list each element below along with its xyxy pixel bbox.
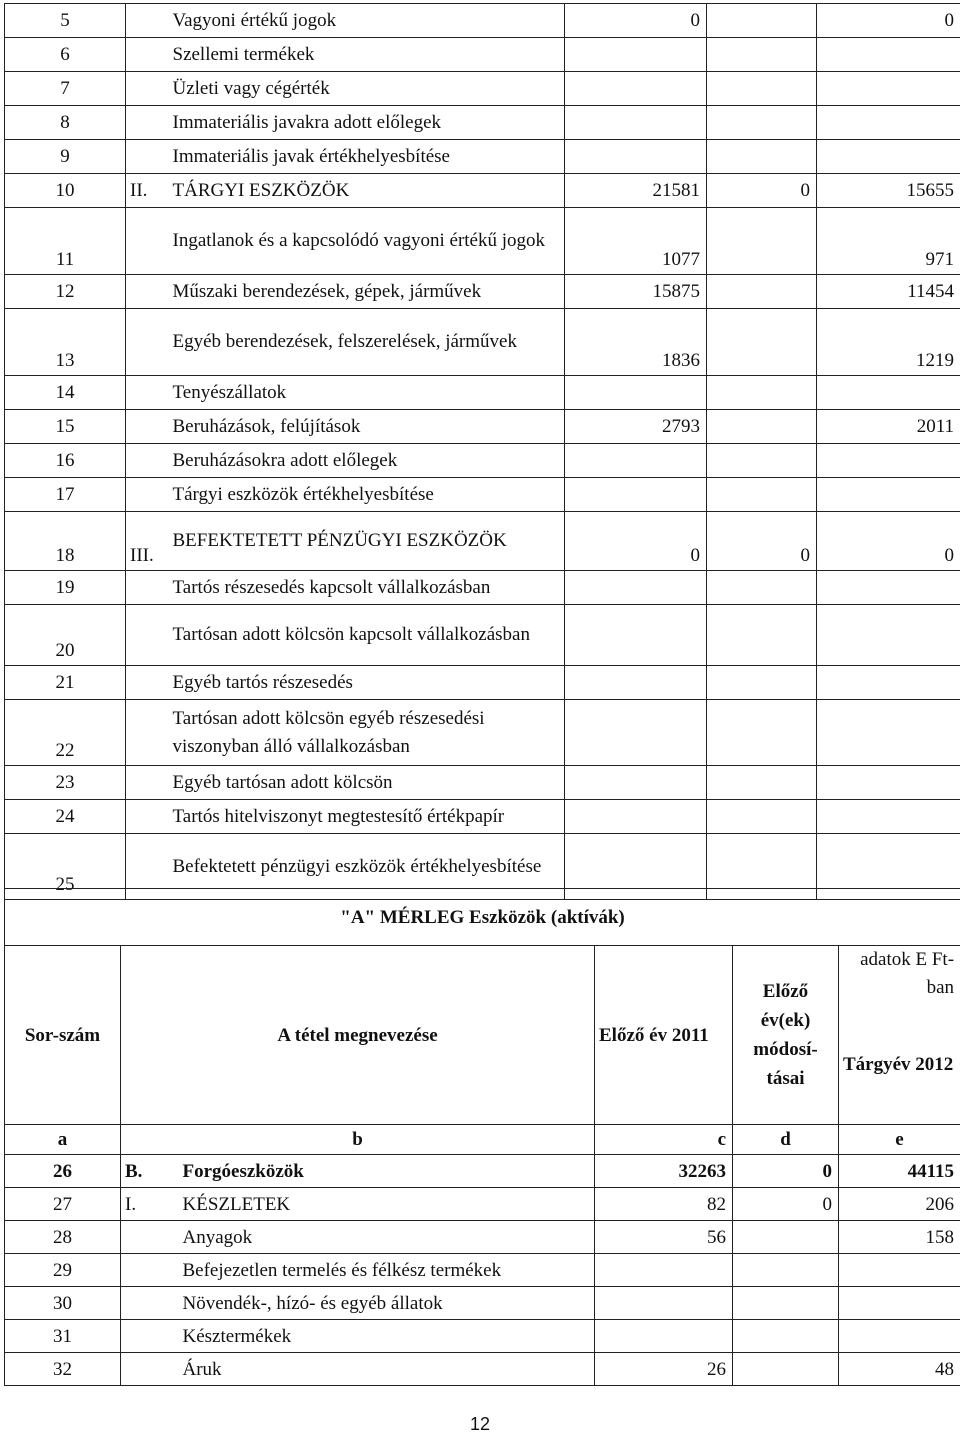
table-row bbox=[5, 376, 960, 410]
roman-numeral bbox=[121, 1254, 179, 1287]
roman-numeral bbox=[126, 376, 169, 410]
row-number: 32 bbox=[5, 1353, 121, 1386]
value-modifications: 0 bbox=[733, 1188, 839, 1221]
value-previous-year bbox=[565, 571, 707, 605]
roman-numeral: B. bbox=[121, 1155, 179, 1188]
value-previous-year bbox=[565, 376, 707, 410]
roman-numeral: III. bbox=[126, 512, 169, 571]
header-tetel: A tétel megnevezése bbox=[121, 946, 595, 1125]
letter-d: d bbox=[733, 1125, 839, 1155]
value-previous-year bbox=[565, 478, 707, 512]
item-name: Tárgyi eszközök értékhelyesbítése bbox=[169, 478, 565, 512]
roman-numeral bbox=[126, 800, 169, 834]
item-name: Tartós részesedés kapcsolt vállalkozásban bbox=[169, 571, 565, 605]
value-previous-year bbox=[595, 1254, 733, 1287]
item-name: Egyéb berendezések, felszerelések, járművek bbox=[169, 309, 565, 376]
table-row bbox=[5, 444, 960, 478]
row-number: 5 bbox=[5, 4, 126, 38]
value-modifications bbox=[707, 571, 817, 605]
item-name: Tartós hitelviszonyt megtestesítő értékpapír bbox=[169, 800, 565, 834]
item-name: Befejezetlen termelés és félkész termékek bbox=[179, 1254, 595, 1287]
value-previous-year: 2793 bbox=[565, 410, 707, 444]
value-previous-year: 21581 bbox=[565, 174, 707, 208]
value-modifications bbox=[733, 1320, 839, 1353]
value-current-year bbox=[817, 140, 960, 174]
letter-e: e bbox=[839, 1125, 960, 1155]
item-name: Késztermékek bbox=[179, 1320, 595, 1353]
row-number: 22 bbox=[5, 700, 126, 766]
value-modifications bbox=[707, 766, 817, 800]
roman-numeral bbox=[126, 72, 169, 106]
table-row bbox=[5, 1320, 960, 1353]
value-modifications: 0 bbox=[707, 512, 817, 571]
value-current-year bbox=[817, 444, 960, 478]
value-previous-year bbox=[565, 38, 707, 72]
value-previous-year: 32263 bbox=[595, 1155, 733, 1188]
row-number: 30 bbox=[5, 1287, 121, 1320]
roman-numeral bbox=[126, 666, 169, 700]
row-number: 10 bbox=[5, 174, 126, 208]
value-current-year bbox=[817, 666, 960, 700]
roman-numeral: I. bbox=[121, 1188, 179, 1221]
value-modifications: 0 bbox=[733, 1155, 839, 1188]
row-number: 11 bbox=[5, 208, 126, 275]
value-modifications bbox=[707, 72, 817, 106]
letter-a: a bbox=[5, 1125, 121, 1155]
item-name: Tenyészállatok bbox=[169, 376, 565, 410]
value-current-year: 1219 bbox=[817, 309, 960, 376]
value-previous-year bbox=[565, 106, 707, 140]
item-name: KÉSZLETEK bbox=[179, 1188, 595, 1221]
value-previous-year bbox=[565, 766, 707, 800]
row-number: 18 bbox=[5, 512, 126, 571]
item-name: Befektetett pénzügyi eszközök értékhelyesbítése bbox=[169, 834, 565, 900]
row-number: 12 bbox=[5, 275, 126, 309]
roman-numeral bbox=[126, 571, 169, 605]
value-current-year bbox=[817, 478, 960, 512]
value-current-year: 971 bbox=[817, 208, 960, 275]
roman-numeral bbox=[126, 38, 169, 72]
table-row bbox=[5, 478, 960, 512]
value-current-year bbox=[817, 800, 960, 834]
table-row bbox=[5, 1254, 960, 1287]
header-modositasai: Előző év(ek) módosí-tásai bbox=[733, 946, 839, 1125]
letter-c: c bbox=[595, 1125, 733, 1155]
table-row bbox=[5, 275, 960, 309]
item-name: Ingatlanok és a kapcsolódó vagyoni értékű jogok bbox=[169, 208, 565, 275]
roman-numeral bbox=[121, 1287, 179, 1320]
table-row bbox=[5, 1221, 960, 1254]
table-row bbox=[5, 174, 960, 208]
row-number: 17 bbox=[5, 478, 126, 512]
item-name: Beruházásokra adott előlegek bbox=[169, 444, 565, 478]
value-current-year bbox=[839, 1287, 960, 1320]
value-current-year: 11454 bbox=[817, 275, 960, 309]
roman-numeral bbox=[126, 410, 169, 444]
item-name: Szellemi termékek bbox=[169, 38, 565, 72]
roman-numeral bbox=[126, 700, 169, 766]
row-number: 7 bbox=[5, 72, 126, 106]
value-previous-year bbox=[565, 444, 707, 478]
value-previous-year bbox=[565, 700, 707, 766]
value-modifications bbox=[707, 140, 817, 174]
item-name: BEFEKTETETT PÉNZÜGYI ESZKÖZÖK bbox=[169, 512, 565, 571]
table-row bbox=[5, 605, 960, 666]
roman-numeral bbox=[126, 309, 169, 376]
value-modifications bbox=[733, 1254, 839, 1287]
row-number: 23 bbox=[5, 766, 126, 800]
roman-numeral bbox=[126, 106, 169, 140]
row-number: 15 bbox=[5, 410, 126, 444]
row-number: 24 bbox=[5, 800, 126, 834]
value-current-year: 15655 bbox=[817, 174, 960, 208]
row-number: 6 bbox=[5, 38, 126, 72]
table-row bbox=[5, 1188, 960, 1221]
item-name: Egyéb tartósan adott kölcsön bbox=[169, 766, 565, 800]
value-previous-year: 0 bbox=[565, 512, 707, 571]
row-number: 9 bbox=[5, 140, 126, 174]
table-row bbox=[5, 766, 960, 800]
value-previous-year bbox=[565, 140, 707, 174]
value-modifications bbox=[707, 106, 817, 140]
roman-numeral bbox=[126, 444, 169, 478]
value-previous-year: 1836 bbox=[565, 309, 707, 376]
table-row bbox=[5, 666, 960, 700]
roman-numeral bbox=[126, 478, 169, 512]
value-modifications bbox=[707, 376, 817, 410]
value-current-year: 0 bbox=[817, 512, 960, 571]
row-number: 21 bbox=[5, 666, 126, 700]
value-current-year: 2011 bbox=[817, 410, 960, 444]
value-previous-year bbox=[595, 1320, 733, 1353]
value-current-year bbox=[817, 376, 960, 410]
item-name: Egyéb tartós részesedés bbox=[169, 666, 565, 700]
row-number: 13 bbox=[5, 309, 126, 376]
table-row bbox=[5, 106, 960, 140]
row-number: 19 bbox=[5, 571, 126, 605]
table-row bbox=[5, 38, 960, 72]
roman-numeral bbox=[121, 1353, 179, 1386]
row-number: 26 bbox=[5, 1155, 121, 1188]
value-current-year bbox=[817, 106, 960, 140]
value-modifications bbox=[733, 1221, 839, 1254]
item-name: Növendék-, hízó- és egyéb állatok bbox=[179, 1287, 595, 1320]
letter-b: b bbox=[121, 1125, 595, 1155]
table-row bbox=[5, 309, 960, 376]
roman-numeral bbox=[126, 4, 169, 38]
row-number: 25 bbox=[5, 834, 126, 900]
value-modifications bbox=[707, 666, 817, 700]
table-row bbox=[5, 512, 960, 571]
header-sorszam: Sor-szám bbox=[5, 946, 121, 1125]
value-modifications bbox=[707, 275, 817, 309]
item-name: Vagyoni értékű jogok bbox=[169, 4, 565, 38]
value-modifications bbox=[707, 444, 817, 478]
value-modifications bbox=[707, 4, 817, 38]
table-row bbox=[5, 700, 960, 766]
value-modifications bbox=[707, 410, 817, 444]
value-current-year bbox=[817, 571, 960, 605]
roman-numeral bbox=[126, 605, 169, 666]
row-number: 20 bbox=[5, 605, 126, 666]
item-name: Immateriális javakra adott előlegek bbox=[169, 106, 565, 140]
value-previous-year: 0 bbox=[565, 4, 707, 38]
table-row bbox=[5, 140, 960, 174]
value-current-year bbox=[817, 605, 960, 666]
row-number: 16 bbox=[5, 444, 126, 478]
roman-numeral bbox=[121, 1320, 179, 1353]
value-modifications: 0 bbox=[707, 174, 817, 208]
item-name: Forgóeszközök bbox=[179, 1155, 595, 1188]
value-modifications bbox=[707, 38, 817, 72]
item-name: Műszaki berendezések, gépek, járművek bbox=[169, 275, 565, 309]
value-current-year bbox=[839, 1254, 960, 1287]
row-number: 8 bbox=[5, 106, 126, 140]
item-name: Anyagok bbox=[179, 1221, 595, 1254]
item-name: Áruk bbox=[179, 1353, 595, 1386]
table-row bbox=[5, 800, 960, 834]
roman-numeral bbox=[126, 275, 169, 309]
value-current-year bbox=[817, 700, 960, 766]
table-row bbox=[5, 1155, 960, 1188]
table-row bbox=[5, 1287, 960, 1320]
header-targyev: Tárgyév 2012 bbox=[839, 1004, 960, 1125]
roman-numeral bbox=[126, 208, 169, 275]
value-current-year bbox=[817, 72, 960, 106]
item-name: Immateriális javak értékhelyesbítése bbox=[169, 140, 565, 174]
value-modifications bbox=[707, 208, 817, 275]
table-row bbox=[5, 208, 960, 275]
table-row bbox=[5, 571, 960, 605]
row-number: 14 bbox=[5, 376, 126, 410]
header-elozo-ev: Előző év 2011 bbox=[595, 946, 733, 1125]
value-modifications bbox=[707, 700, 817, 766]
value-current-year bbox=[839, 1320, 960, 1353]
value-previous-year: 82 bbox=[595, 1188, 733, 1221]
item-name: Tartósan adott kölcsön egyéb részesedési viszonyban álló vállalkozásban bbox=[169, 700, 565, 766]
value-modifications bbox=[707, 309, 817, 376]
row-number: 28 bbox=[5, 1221, 121, 1254]
table-row bbox=[5, 4, 960, 38]
value-previous-year: 1077 bbox=[565, 208, 707, 275]
roman-numeral bbox=[126, 766, 169, 800]
page-number: 12 bbox=[469, 1414, 491, 1434]
unit-note: adatok E Ft-ban bbox=[839, 946, 960, 1005]
roman-numeral bbox=[121, 1221, 179, 1254]
value-current-year bbox=[817, 766, 960, 800]
table-row bbox=[5, 72, 960, 106]
item-name: Beruházások, felújítások bbox=[169, 410, 565, 444]
roman-numeral: II. bbox=[126, 174, 169, 208]
item-name: Tartósan adott kölcsön kapcsolt vállalkozásban bbox=[169, 605, 565, 666]
row-number: 29 bbox=[5, 1254, 121, 1287]
balance-sheet-assets-table bbox=[4, 888, 960, 1386]
value-previous-year: 56 bbox=[595, 1221, 733, 1254]
value-previous-year bbox=[565, 605, 707, 666]
assets-table-continued bbox=[4, 3, 960, 900]
item-name: Üzleti vagy cégérték bbox=[169, 72, 565, 106]
value-previous-year bbox=[565, 666, 707, 700]
value-previous-year bbox=[565, 72, 707, 106]
value-current-year: 44115 bbox=[839, 1155, 960, 1188]
row-number: 27 bbox=[5, 1188, 121, 1221]
value-previous-year: 26 bbox=[595, 1353, 733, 1386]
value-modifications bbox=[707, 800, 817, 834]
value-previous-year bbox=[595, 1287, 733, 1320]
value-previous-year bbox=[565, 800, 707, 834]
roman-numeral bbox=[126, 140, 169, 174]
value-modifications bbox=[733, 1353, 839, 1386]
value-current-year: 206 bbox=[839, 1188, 960, 1221]
value-current-year: 0 bbox=[817, 4, 960, 38]
item-name: TÁRGYI ESZKÖZÖK bbox=[169, 174, 565, 208]
value-current-year bbox=[817, 38, 960, 72]
value-current-year: 48 bbox=[839, 1353, 960, 1386]
table-row bbox=[5, 410, 960, 444]
value-modifications bbox=[733, 1287, 839, 1320]
table-title: "A" MÉRLEG Eszközök (aktívák) bbox=[5, 889, 960, 946]
row-number: 31 bbox=[5, 1320, 121, 1353]
value-modifications bbox=[707, 605, 817, 666]
table-row bbox=[5, 1353, 960, 1386]
value-current-year: 158 bbox=[839, 1221, 960, 1254]
value-previous-year: 15875 bbox=[565, 275, 707, 309]
value-modifications bbox=[707, 478, 817, 512]
